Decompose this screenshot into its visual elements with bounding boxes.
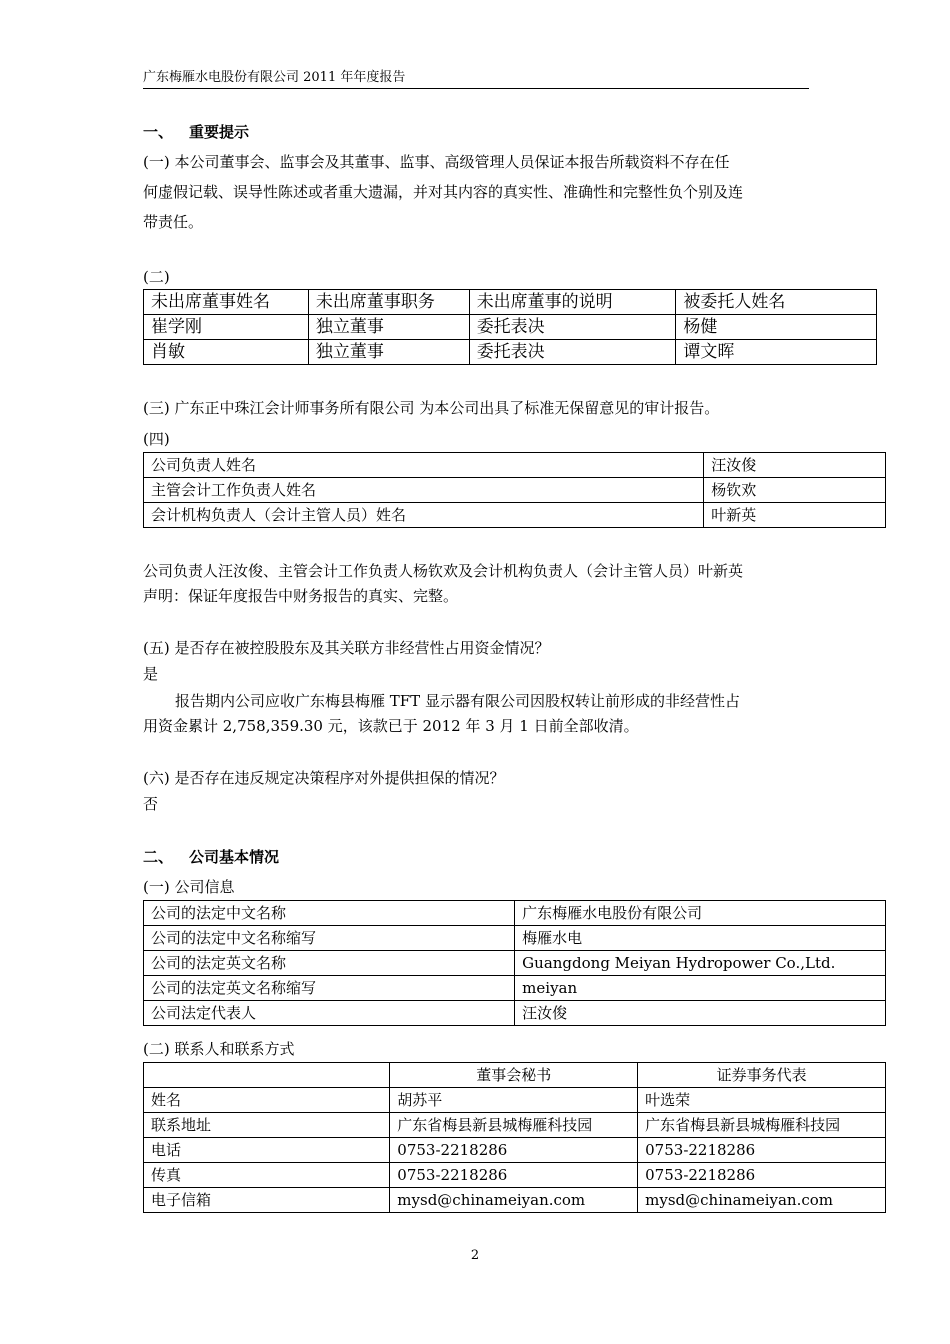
- header-divider: [143, 88, 809, 89]
- table-header-cell: 证券事务代表: [638, 1063, 886, 1088]
- table-cell: 肖敏: [144, 340, 309, 365]
- table-header-cell: 未出席董事职务: [308, 290, 469, 315]
- section2-heading: [143, 846, 279, 867]
- question-line: (五) 是否存在被控股股东及其关联方非经营性占用资金情况？: [143, 639, 550, 657]
- table-header-cell: 被委托人姓名: [676, 290, 877, 315]
- page-number: 2: [470, 1248, 480, 1263]
- table-cell: 广东省梅县新县城梅雁科技园: [390, 1113, 638, 1138]
- item-label: (二): [143, 268, 170, 286]
- table-header-cell: [144, 1063, 390, 1088]
- table-row: [144, 503, 886, 528]
- report-header: 广东梅雁水电股份有限公司 2011 年年度报告: [143, 70, 406, 85]
- para-line: 带责任。: [143, 213, 204, 231]
- section2-title: 公司基本情况: [189, 848, 280, 866]
- table-cell: 公司负责人姓名: [144, 453, 704, 478]
- table-row: [144, 340, 877, 365]
- table-cell: 梅雁水电: [515, 926, 886, 951]
- para-line: (三) 广东正中珠江会计师事务所有限公司 为本公司出具了标准无保留意见的审计报告。: [143, 399, 720, 417]
- table-header-row: [144, 1063, 886, 1088]
- table-cell: 委托表决: [469, 315, 676, 340]
- table-row: [144, 315, 877, 340]
- table-cell: 传真: [144, 1163, 390, 1188]
- table-cell: 联系地址: [144, 1113, 390, 1138]
- section1-num: 一、: [143, 123, 174, 141]
- table-cell: 委托表决: [469, 340, 676, 365]
- table-row: [144, 901, 886, 926]
- table-cell: 广东省梅县新县城梅雁科技园: [638, 1113, 886, 1138]
- section1-title: 重要提示: [189, 123, 250, 141]
- table-cell: 公司的法定中文名称: [144, 901, 515, 926]
- table-row: [144, 926, 886, 951]
- table-cell: 电话: [144, 1138, 390, 1163]
- para-line: 何虚假记载、误导性陈述或者重大遗漏，并对其内容的真实性、准确性和完整性负个别及连: [143, 183, 744, 201]
- absent-directors-table: [143, 289, 877, 365]
- table-row: [144, 951, 886, 976]
- table-cell: 电子信箱: [144, 1188, 390, 1213]
- table-cell: 杨钦欢: [704, 478, 886, 503]
- table-row: [144, 1088, 886, 1113]
- table-cell: 0753-2218286: [390, 1138, 638, 1163]
- table-cell: mysd@chinameiyan.com: [390, 1188, 638, 1213]
- table-cell: 0753-2218286: [638, 1163, 886, 1188]
- answer-line: 否: [143, 795, 159, 813]
- table-row: [144, 1113, 886, 1138]
- item-label: (四): [143, 430, 170, 448]
- table-row: [144, 976, 886, 1001]
- table-row: [144, 1001, 886, 1026]
- table-cell: meiyan: [515, 976, 886, 1001]
- table-row: [144, 478, 886, 503]
- section2-num: 二、: [143, 848, 174, 866]
- table-cell: 公司的法定英文名称缩写: [144, 976, 515, 1001]
- table-cell: 0753-2218286: [390, 1163, 638, 1188]
- table-cell: 公司法定代表人: [144, 1001, 515, 1026]
- table-header-cell: 未出席董事的说明: [469, 290, 676, 315]
- table-cell: 独立董事: [308, 315, 469, 340]
- para-line: 报告期内公司应收广东梅县梅雁 TFT 显示器有限公司因股权转让前形成的非经营性占: [175, 692, 740, 710]
- table-cell: 0753-2218286: [638, 1138, 886, 1163]
- para-line: (一) 本公司董事会、监事会及其董事、监事、高级管理人员保证本报告所载资料不存在任: [143, 153, 730, 171]
- para-line: 公司负责人汪汝俊、主管会计工作负责人杨钦欢及会计机构负责人（会计主管人员）叶新英: [143, 562, 744, 580]
- para-line: 声明：保证年度报告中财务报告的真实、完整。: [143, 587, 459, 605]
- table-cell: 杨健: [676, 315, 877, 340]
- table-cell: 广东梅雁水电股份有限公司: [515, 901, 886, 926]
- table-cell: mysd@chinameiyan.com: [638, 1188, 886, 1213]
- table-cell: 姓名: [144, 1088, 390, 1113]
- table-header-cell: 董事会秘书: [390, 1063, 638, 1088]
- subsection-label: (二) 联系人和联系方式: [143, 1040, 295, 1058]
- table-cell: 叶新英: [704, 503, 886, 528]
- table-cell: 胡苏平: [390, 1088, 638, 1113]
- table-cell: 汪汝俊: [515, 1001, 886, 1026]
- table-cell: 会计机构负责人（会计主管人员）姓名: [144, 503, 704, 528]
- table-row: [144, 1163, 886, 1188]
- responsible-persons-table: [143, 452, 886, 528]
- section1-heading: [143, 121, 249, 142]
- table-header-row: [144, 290, 877, 315]
- table-cell: 谭文晖: [676, 340, 877, 365]
- para-line: 用资金累计 2,758,359.30 元，该款已于 2012 年 3 月 1 日前全部收清。: [143, 717, 639, 735]
- table-cell: Guangdong Meiyan Hydropower Co.,Ltd.: [515, 951, 886, 976]
- table-row: [144, 1138, 886, 1163]
- table-cell: 公司的法定中文名称缩写: [144, 926, 515, 951]
- table-header-cell: 未出席董事姓名: [144, 290, 309, 315]
- table-cell: 崔学刚: [144, 315, 309, 340]
- table-row: [144, 1188, 886, 1213]
- answer-line: 是: [143, 665, 159, 683]
- subsection-label: (一) 公司信息: [143, 878, 235, 896]
- table-cell: 公司的法定英文名称: [144, 951, 515, 976]
- table-cell: 主管会计工作负责人姓名: [144, 478, 704, 503]
- question-line: (六) 是否存在违反规定决策程序对外提供担保的情况？: [143, 769, 505, 787]
- company-info-table: [143, 900, 886, 1026]
- contact-table: [143, 1062, 886, 1213]
- table-cell: 叶选荣: [638, 1088, 886, 1113]
- table-cell: 汪汝俊: [704, 453, 886, 478]
- table-row: [144, 453, 886, 478]
- table-cell: 独立董事: [308, 340, 469, 365]
